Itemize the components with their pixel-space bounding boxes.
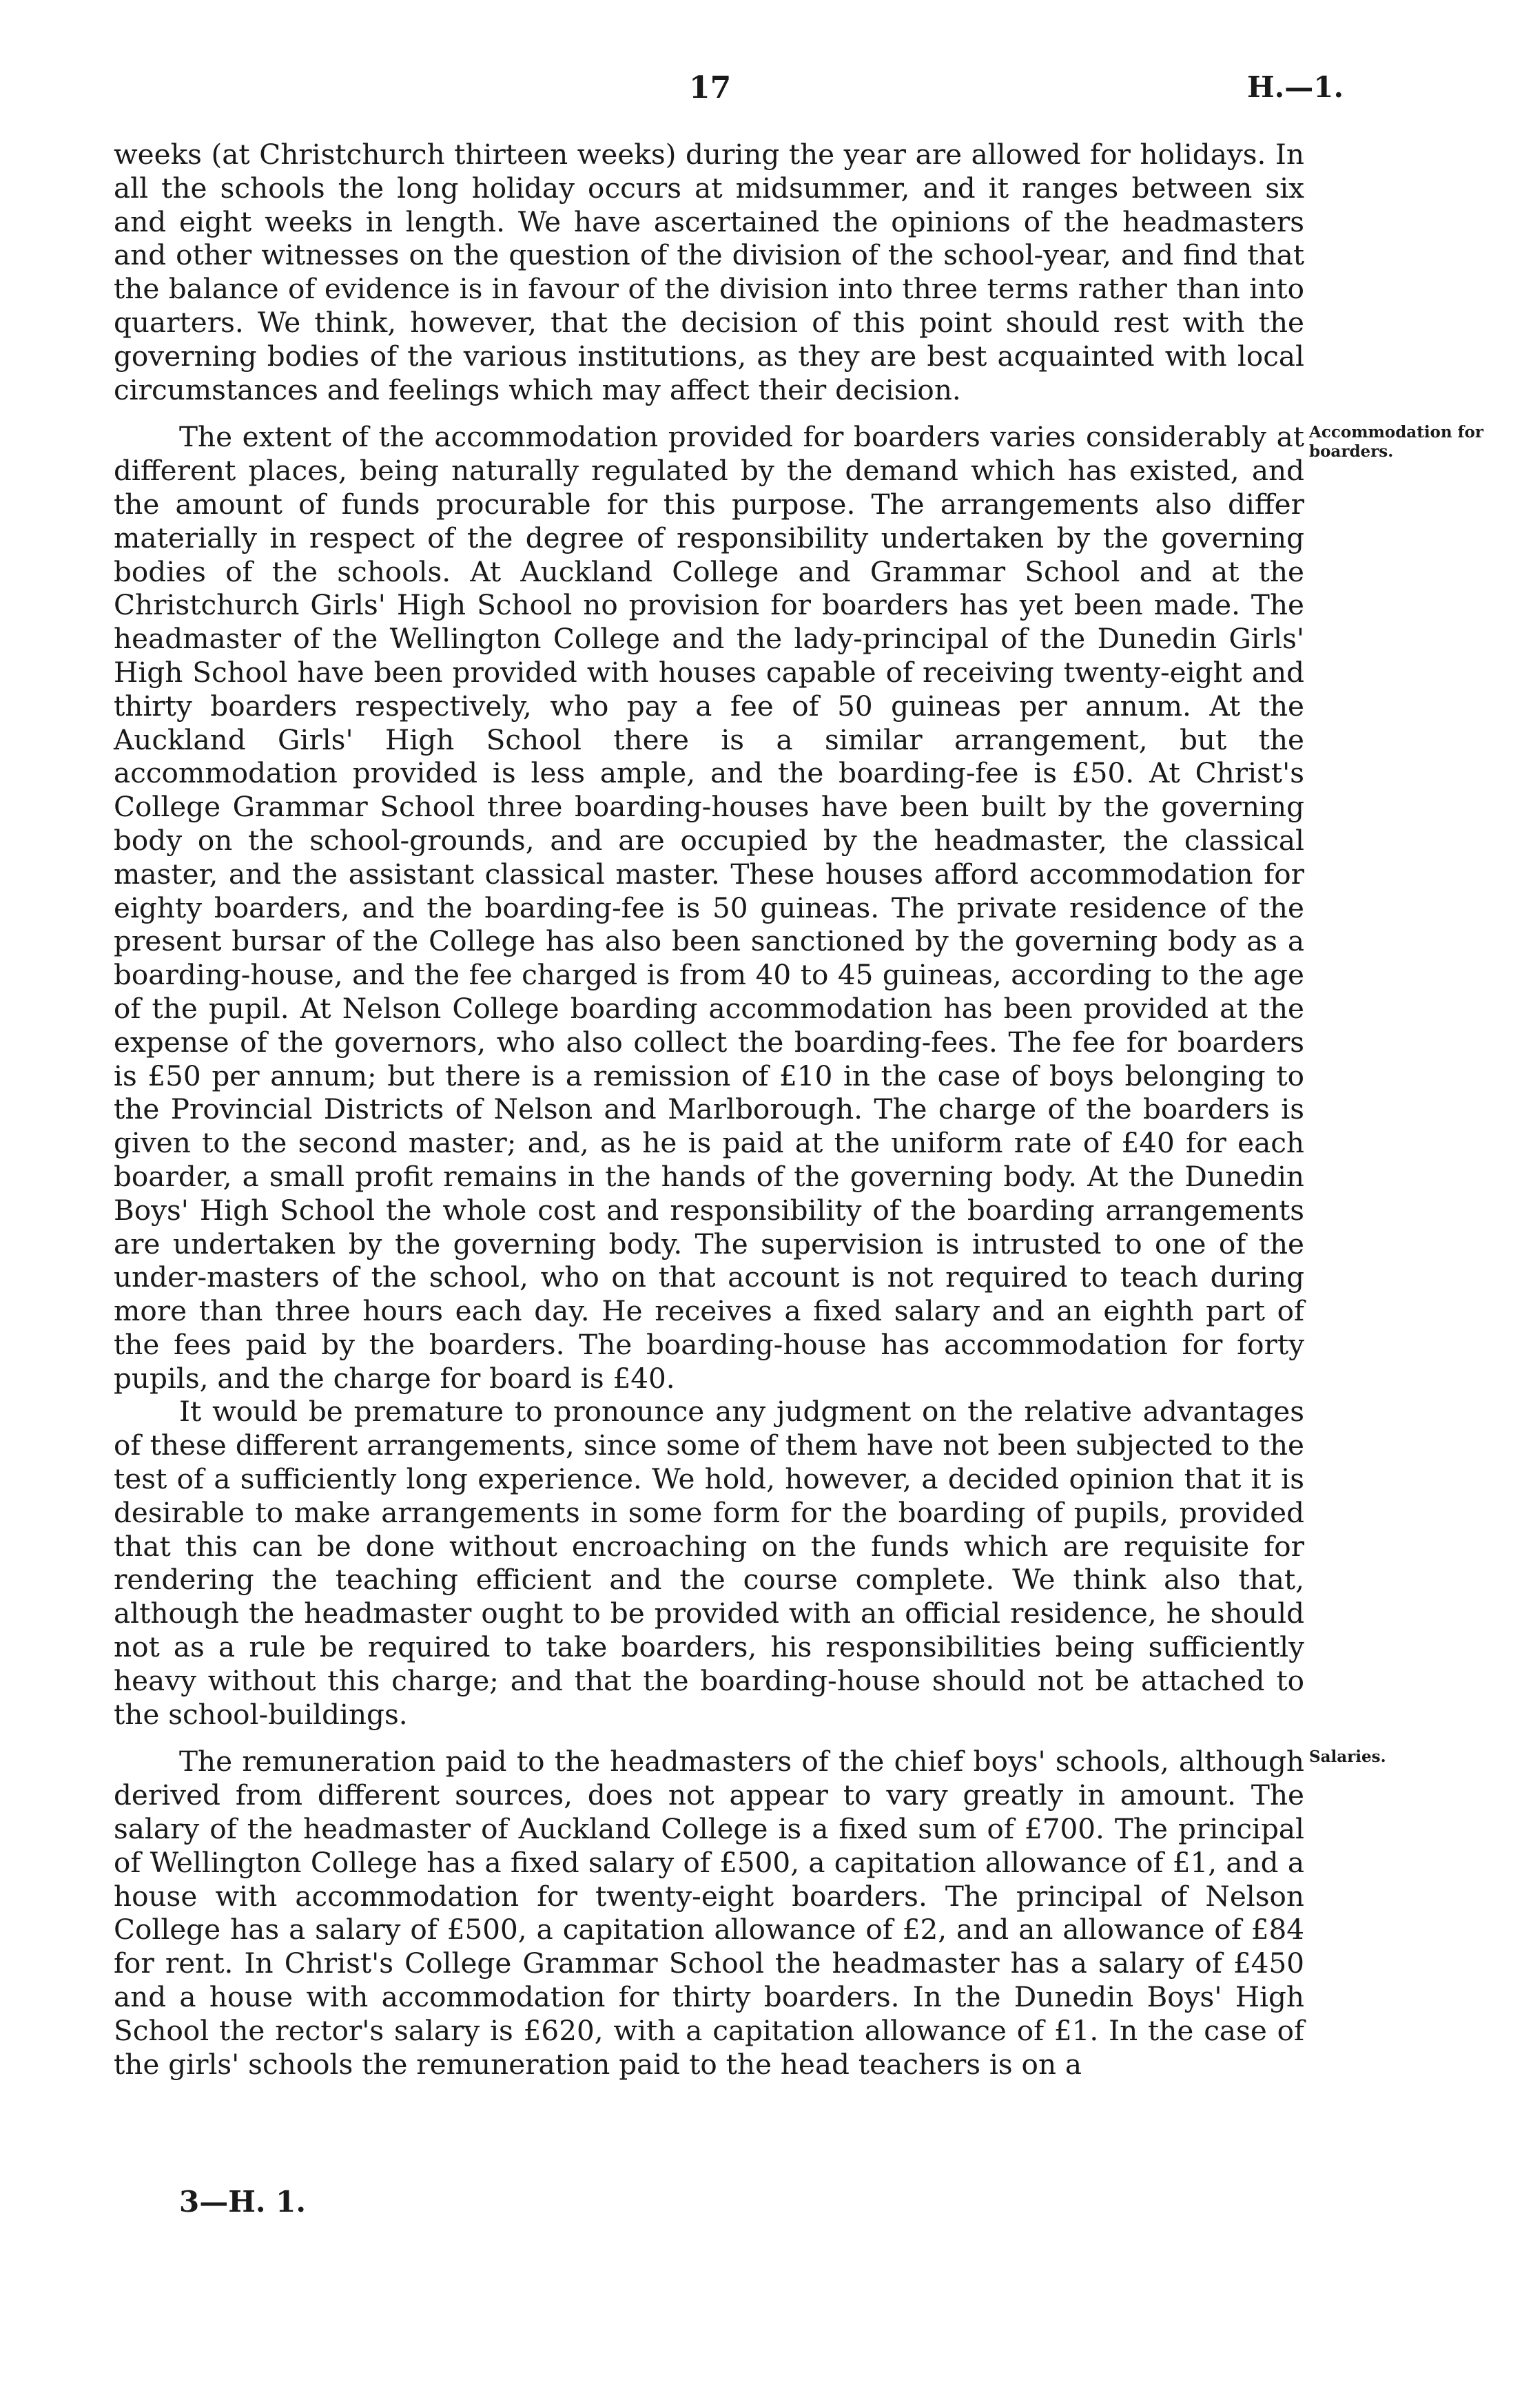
paragraph-holidays (114, 138, 1304, 406)
paragraph-text: The remuneration paid to the headmasters of the chief boys' schools, although derived from different sources, does not appear to vary greatly in amount. The salary of the headmaster of Auckland College is a fixed sum of £700. The principal of Wellington College has a fixed salary of £500, a capitation allowance of £1, and a house with accommodation for twenty-eight boarders. The principal of Nelson College has a salary of £500, a capitation allowance of £2, and an allowance of £84 for rent. In Christ's College Grammar School the headmaster has a salary of £450 and a house with accommodation for thirty boarders. In the Dunedin Boys' High School the rector's salary is £620, with a capitation allowance of £1. In the case of the girls' schools the remuneration paid to the head teachers is on a (114, 1745, 1304, 2081)
paragraph-text: It would be premature to pronounce any judgment on the relative advantages of these different arrangements, since some of them have not been subjected to the test of a sufficiently long experience. We hold, however, a decided opinion that it is desirable to make arrangements in some form for the boarding of pupils, provided that this can be done without encroaching on the funds which are requisite for rendering the teaching efficient and the course complete. We think also that, although the headmaster ought to be provided with an official residence, he should not as a rule be required to take boarders, his responsibilities being sufficiently heavy without this charge; and that the boarding-house should not be attached to the school-buildings. (114, 1395, 1304, 1731)
side-note-salaries: Salaries. (1309, 1747, 1386, 1767)
side-note-accommodation: Accommodation for boarders. (1309, 423, 1483, 461)
paragraph-text: weeks (at Christchurch thirteen weeks) during the year are allowed for holidays. In all the schools the long holiday occurs at midsummer, and it ranges between six and eight weeks in length. We have ascertained the opinions of the headmasters and other witnesses on the question of the division of the school-year, and find that the balance of evidence is in favour of the division into three terms rather than into quarters. We think, however, that the decision of this point should rest with the governing bodies of the various institutions, as they are best acquainted with local circumstances and feelings which may affect their decision. (114, 138, 1304, 406)
paragraph-accommodation (114, 420, 1483, 1395)
signature-mark: 3—H. 1. (179, 2185, 306, 2219)
page-header (0, 70, 1522, 112)
document-reference: H.—1. (1247, 70, 1344, 104)
body-text (114, 138, 1483, 2081)
page-number: 17 (689, 70, 732, 105)
paragraph-salaries (114, 1745, 1386, 2081)
paragraph-judgment (114, 1395, 1304, 1731)
paragraph-text: The extent of the accommodation provided for boarders varies considerably at different places, being naturally regulated by the demand which has existed, and the amount of funds procurable for this purpose. The arrangements also differ materially in respect of the degree of responsibility undertaken by the governing bodies of the schools. At Auckland College and Grammar School and at the Christchurch Girls' High School no provision for boarders has yet been made. The headmaster of the Wellington College and the lady-principal of the Dunedin Girls' High School have been provided with houses capable of receiving twenty-eight and thirty boarders respectively, who pay a fee of 50 guineas per annum. At the Auckland Girls' High School there is a similar arrangement, but the accommodation provided is less ample, and the boarding-fee is £50. At Christ's College Grammar School three boarding-houses have been built by the governing body on the school-grounds, and are occupied by the headmaster, the classical master, and the assistant classical master. These houses afford accommodation for eighty boarders, and the boarding-fee is 50 guineas. The private residence of the present bursar of the College has also been sanctioned by the governing body as a boarding-house, and the fee charged is from 40 to 45 guineas, according to the age of the pupil. At Nelson College boarding accommodation has been provided at the expense of the governors, who also collect the boarding-fees. The fee for boarders is £50 per annum; but there is a remission of £10 in the case of boys belonging to the Provincial Districts of Nelson and Marlborough. The charge of the boarders is given to the second master; and, as he is paid at the uniform rate of £40 for each boarder, a small profit remains in the hands of the governing body. At the Dunedin Boys' High School the whole cost and responsibility of the boarding arrangements are undertaken by the governing body. The supervision is intrusted to one of the under-masters of the school, who on that account is not required to teach during more than three hours each day. He receives a fixed salary and an eighth part of the fees paid by the boarders. The boarding-house has accommodation for forty pupils, and the charge for board is £40. (114, 420, 1304, 1395)
